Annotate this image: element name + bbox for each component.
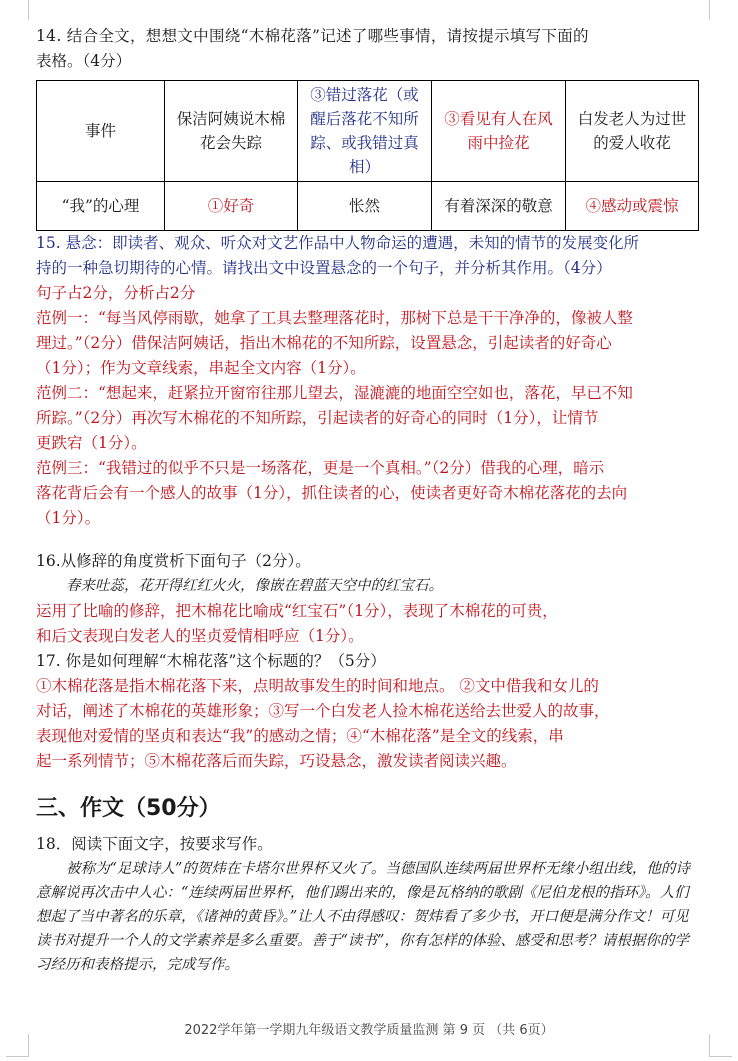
q18-prompt: 18．阅读下面文字，按要求写作。 xyxy=(36,835,273,853)
q15-example-line: （1分）；作为文章线索，串起全文内容（1分）。 xyxy=(36,359,366,377)
q15-example-line: 范例二：“想起来，赶紧拉开窗帘往那儿望去，湿漉漉的地面空空如也，落花，早已不知 xyxy=(36,384,633,402)
table-cell: 有着深深的敬意 xyxy=(432,182,566,231)
q17-answer-line: ①木棉花落是指木棉花落下来，点明故事发生的时间和地点。 ②文中借我和女儿的 xyxy=(36,677,599,695)
table-cell: 怅然 xyxy=(298,182,432,231)
q15-example-line: 更跌宕（1分）。 xyxy=(36,434,147,452)
crop-mark-top-right xyxy=(709,0,732,20)
table-row-events xyxy=(37,81,699,182)
q17-prompt: 17. 你是如何理解“木棉花落”这个标题的？（5分） xyxy=(36,652,386,670)
table-cell-answer: ③看见有人在风雨中捡花 xyxy=(432,81,566,182)
q15-example-line: 范例一：“每当风停雨歇，她拿了工具去整理落花时，那树下总是干干净净的，像被人整 xyxy=(36,309,633,327)
table-cell: 保洁阿姨说木棉花会失踪 xyxy=(165,81,298,182)
q15-example-line: （1分）。 xyxy=(36,509,101,527)
question-18 xyxy=(36,832,698,977)
q15-example-line: 落花背后会有一个感人的故事（1分），抓住读者的心，使读者更好奇木棉花落花的去向 xyxy=(36,484,628,502)
question-17 xyxy=(36,649,698,774)
question-15 xyxy=(36,231,698,531)
page-footer: 2022学年第一学期九年级语文教学质量监测 第 9 页 （共 6页） xyxy=(184,1023,554,1038)
q18-essay-text: 被称为“足球诗人”的贺炜在卡塔尔世界杯又火了。当德国队连续两届世界杯无缘小组出线，他的诗意解说再次击中人心：“连续两届世界杯，他们踢出来的，像是瓦格纳的歌剧《尼伯龙根的指环》。人们想起了当中著名的乐章，《诸神的黄昏》。”让人不由得感叹：贺炜看了多少书，开口便是满分作文！可见读书对提升一个人的文学素养是多么重要。善于“读书”，你有怎样的体验、感受和思考？请根据你的学习经历和表格提示，完成写作。 xyxy=(36,861,690,973)
q17-answer-line: 对话，阐述了木棉花的英雄形象；③写一个白发老人捡木棉花送给去世爱人的故事， xyxy=(36,702,610,720)
q15-example-line: 理过。”（2分）借保洁阿姨话，指出木棉花的不知所踪，设置悬念，引起读者的好奇心 xyxy=(36,334,612,352)
q15-answer-examples xyxy=(36,306,698,531)
table-cell-header-event: 事件 xyxy=(37,81,165,182)
table-cell-header-feeling: “我”的心理 xyxy=(37,182,165,231)
table-cell-answer: ④感动或震惊 xyxy=(566,182,699,231)
q15-prompt-line1: 15. 悬念：即读者、观众、听众对文艺作品中人物命运的遭遇，未知的情节的发展变化所 xyxy=(36,234,640,252)
q15-example-line: 所踪。”（2分）再次写木棉花的不知所踪，引起读者的好奇心的同时（1分），让情节 xyxy=(36,409,599,427)
table-cell-answer: ③错过落花（或醒后落花不知所踪、或我错过真相） xyxy=(298,81,432,182)
q16-answer-line2: 和后文表现白发老人的坚贞爱情相呼应（1分）。 xyxy=(36,627,364,645)
table-row-feelings xyxy=(37,182,699,231)
events-table xyxy=(36,80,699,231)
exam-page xyxy=(36,24,698,977)
q18-essay-material xyxy=(36,857,698,977)
question-16 xyxy=(36,549,698,649)
question-14 xyxy=(36,24,698,231)
q17-answer-line: 起一系列情节；⑤木棉花落后而失踪，巧设悬念，激发读者阅读兴趣。 xyxy=(36,752,517,770)
q14-prompt-line2: 表格。（4分） xyxy=(36,52,132,70)
section-title-composition: 三、作文（50分） xyxy=(36,796,221,821)
crop-mark-top-left xyxy=(6,0,29,20)
q14-prompt-line1: 14. 结合全文，想想文中围绕“木棉花落”记述了哪些事情，请按提示填写下面的 xyxy=(36,27,589,45)
q15-prompt-line2: 持的一种急切期待的心情。请找出文中设置悬念的一个句子，并分析其作用。（4分） xyxy=(36,259,612,277)
q16-quote: 春来吐蕊，花开得红红火火，像嵌在碧蓝天空中的红宝石。 xyxy=(66,578,443,594)
q15-scoring: 句子占2分，分析占2分 xyxy=(36,284,196,302)
q16-answer-line1: 运用了比喻的修辞，把木棉花比喻成“红宝石”（1分），表现了木棉花的可贵， xyxy=(36,602,558,620)
table-cell: 白发老人为过世的爱人收花 xyxy=(566,81,699,182)
q15-example-line: 范例三：“我错过的似乎不只是一场落花，更是一个真相。”（2分）借我的心理，暗示 xyxy=(36,459,605,477)
q17-answer-line: 表现他对爱情的坚贞和表达“我”的感动之情；④“木棉花落”是全文的线索，串 xyxy=(36,727,564,745)
q16-prompt: 16.从修辞的角度赏析下面句子（2分）。 xyxy=(36,552,311,570)
table-cell-answer: ①好奇 xyxy=(165,182,298,231)
